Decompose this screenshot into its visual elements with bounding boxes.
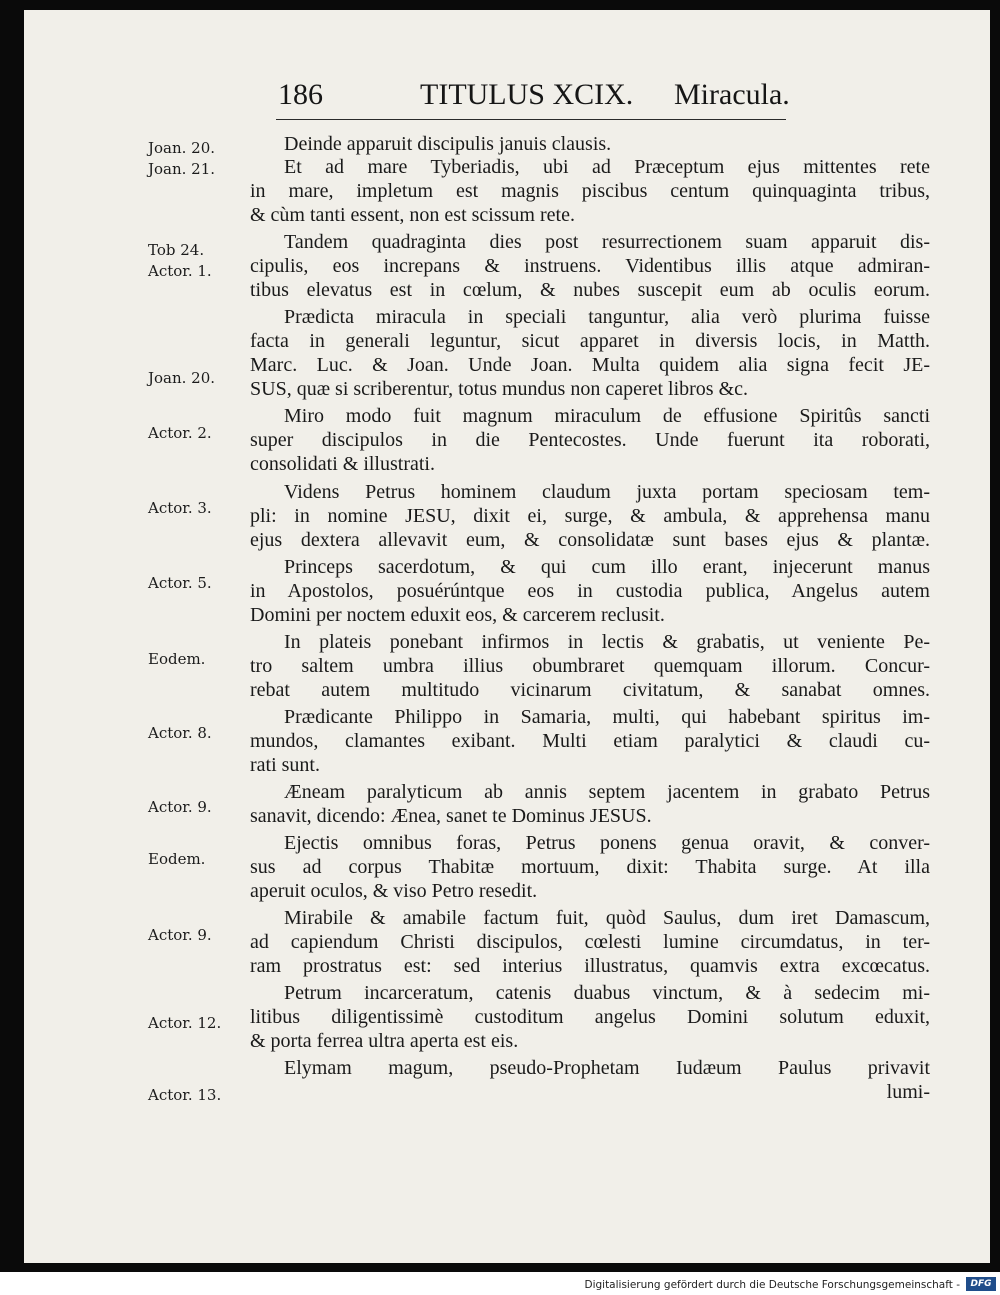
book-page (24, 10, 990, 1263)
text-line: aperuit oculos, & viso Petro resedit. (250, 880, 538, 902)
footer-bar (0, 1272, 1000, 1295)
text-line: Æneam paralyticum ab annis septem jacentem in grabato Petrus (284, 781, 930, 803)
margin-note: Actor. 5. (148, 574, 212, 592)
text-line: pli: in nomine JESU, dixit ei, surge, & ambula, & apprehensa manu (250, 505, 930, 527)
margin-note: Actor. 9. (148, 798, 212, 816)
text-line: mundos, clamantes exibant. Multi etiam paralytici & claudi cu- (250, 730, 930, 752)
text-line: super discipulos in die Pentecostes. Unde fuerunt ita roborati, (250, 429, 930, 451)
text-line: & porta ferrea ultra aperta est eis. (250, 1030, 519, 1052)
margin-note: Joan. 20. (148, 369, 216, 387)
margin-note: Eodem. (148, 650, 206, 668)
margin-note: Eodem. (148, 850, 206, 868)
text-line: Videns Petrus hominem claudum juxta portam speciosam tem- (284, 481, 930, 503)
text-line: Elymam magum, pseudo-Prophetam Iudæum Paulus privavit (284, 1057, 930, 1079)
text-line: sus ad corpus Thabitæ mortuum, dixit: Thabita surge. At illa (250, 856, 930, 878)
text-line: Prædicante Philippo in Samaria, multi, qui habebant spiritus im- (284, 706, 930, 728)
text-line: ram prostratus est: sed interius illustratus, quamvis extra excœcatus. (250, 955, 930, 977)
text-line: rati sunt. (250, 754, 320, 776)
text-line: Domini per noctem eduxit eos, & carcerem reclusit. (250, 604, 665, 626)
text-line: Petrum incarceratum, catenis duabus vinctum, & à sedecim mi- (284, 982, 930, 1004)
text-line: Marc. Luc. & Joan. Unde Joan. Multa quidem alia signa fecit JE- (250, 354, 930, 376)
text-line: & cùm tanti essent, non est scissum rete. (250, 204, 575, 226)
text-line: tibus elevatus est in cœlum, & nubes suscepit eum ab oculis eorum. (250, 279, 930, 301)
title-heading: TITULUS XCIX. (420, 78, 634, 111)
margin-note: Joan. 20. (148, 139, 216, 157)
text-line: Princeps sacerdotum, & qui cum illo erant, injecerunt manus (284, 556, 930, 578)
text-line: Deinde apparuit discipulis januis clausis. (284, 133, 612, 155)
margin-note: Actor. 9. (148, 926, 212, 944)
text-line: ejus dextera allevavit eum, & consolidatæ sunt bases ejus & plantæ. (250, 529, 930, 551)
subject-heading: Miracula. (674, 78, 790, 111)
page-number: 186 (278, 78, 323, 111)
margin-note: Joan. 21. (148, 160, 216, 178)
text-line: Mirabile & amabile factum fuit, quòd Saulus, dum iret Damascum, (284, 907, 930, 929)
margin-note: Actor. 13. (148, 1086, 222, 1104)
text-line: Miro modo fuit magnum miraculum de effusione Spiritûs sancti (284, 405, 930, 427)
catchword: lumi- (886, 1081, 930, 1103)
text-line: in Apostolos, posuérúntque eos in custodia publica, Angelus autem (250, 580, 930, 602)
text-line: Tandem quadraginta dies post resurrectionem suam apparuit dis- (284, 231, 930, 253)
text-line: SUS, quæ si scriberentur, totus mundus non caperet libros &c. (250, 378, 749, 400)
text-line: consolidati & illustrati. (250, 453, 435, 475)
text-line: facta in generali leguntur, sicut apparet in diversis locis, in Matth. (250, 330, 930, 352)
dfg-logo-icon: DFG (966, 1277, 996, 1291)
margin-note: Actor. 12. (148, 1014, 222, 1032)
text-line: cipulis, eos increpans & instruens. Videntibus illis atque admiran- (250, 255, 930, 277)
margin-note: Actor. 1. (148, 262, 212, 280)
margin-note: Actor. 2. (148, 424, 212, 442)
text-line: ad capiendum Christi discipulos, cœlesti lumine circumdatus, in ter- (250, 931, 930, 953)
text-line: rebat autem multitudo vicinarum civitatum, & sanabat omnes. (250, 679, 930, 701)
text-line: Prædicta miracula in speciali tanguntur, alia verò plurima fuisse (284, 306, 930, 328)
text-line: Ejectis omnibus foras, Petrus ponens genua oravit, & conver- (284, 832, 930, 854)
header-rule (276, 119, 786, 120)
margin-note: Tob 24. (148, 241, 205, 259)
margin-note: Actor. 3. (148, 499, 212, 517)
text-line: tro saltem umbra illius obumbraret quemquam illorum. Concur- (250, 655, 930, 677)
margin-note: Actor. 8. (148, 724, 212, 742)
funding-credit: Digitalisierung gefördert durch die Deutsche Forschungsgemeinschaft - (584, 1279, 960, 1291)
text-line: in mare, impletum est magnis piscibus centum quinquaginta tribus, (250, 180, 930, 202)
text-line: Et ad mare Tyberiadis, ubi ad Præceptum ejus mittentes rete (284, 156, 930, 178)
text-line: litibus diligentissimè custoditum angelus Domini solutum eduxit, (250, 1006, 930, 1028)
text-line: In plateis ponebant infirmos in lectis & grabatis, ut veniente Pe- (284, 631, 930, 653)
text-line: sanavit, dicendo: Ænea, sanet te Dominus JESUS. (250, 805, 652, 827)
